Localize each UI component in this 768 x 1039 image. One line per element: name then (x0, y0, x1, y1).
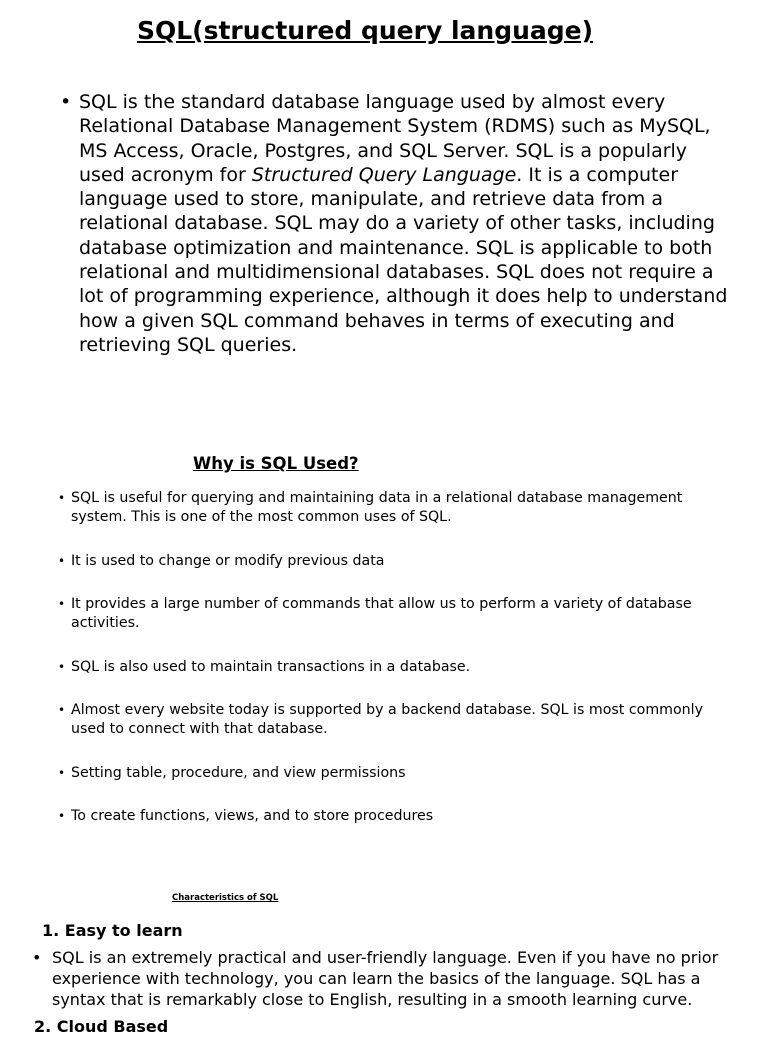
bullet-icon: • (58, 491, 66, 505)
easy-to-learn-heading: 1. Easy to learn (42, 921, 183, 940)
list-item-text: Setting table, procedure, and view permissions (71, 764, 406, 781)
why-sql-list (58, 489, 708, 851)
list-item-text: SQL is useful for querying and maintaining data in a relational database management system. This is one of the most common uses of SQL. (71, 490, 683, 525)
intro-text (79, 90, 735, 357)
list-item (58, 807, 708, 826)
intro-paragraph (60, 90, 735, 357)
intro-text-italic: Structured Query Language (251, 163, 517, 186)
list-item (58, 552, 708, 571)
bullet-icon: • (58, 765, 66, 780)
list-item (58, 658, 708, 677)
list-item-text: It is used to change or modify previous data (71, 552, 385, 569)
bullet-icon: • (58, 703, 66, 717)
list-item (58, 489, 708, 527)
bullet-icon: • (32, 948, 42, 967)
page-title: SQL(structured query language) (136, 16, 594, 45)
list-item-text: To create functions, views, and to store procedures (71, 808, 434, 824)
bullet-icon: • (58, 553, 66, 568)
bullet-icon: • (58, 597, 66, 611)
cloud-based-heading: 2. Cloud Based (34, 1017, 169, 1036)
list-item (58, 764, 708, 783)
characteristics-heading: Characteristics of SQL (172, 893, 279, 903)
list-item (58, 595, 708, 633)
easy-to-learn-text: SQL is an extremely practical and user-friendly language. Even if you have no prior experience with technology, you can learn the basics of the language. SQL has a syntax that is remarkably close to English, resulting in a smooth learning curve. (52, 948, 719, 1010)
list-item-text: It provides a large number of commands that allow us to perform a variety of database activities. (71, 596, 692, 631)
bullet-icon: • (58, 809, 66, 823)
why-sql-heading: Why is SQL Used? (193, 454, 359, 473)
intro-text-part-2: . It is a computer language used to store, manipulate, and retrieve data from a relational database. SQL may do a variety of other tasks, including database optimization and maintenance. SQL is applicable to both relational and multidimensional databases. SQL does not require a lot of programming experience, although it does help to understand how a given SQL command behaves in terms of executing and retrieving SQL queries. (79, 163, 728, 356)
bullet-icon: • (58, 659, 66, 674)
list-item (58, 701, 708, 739)
easy-to-learn-paragraph (32, 947, 722, 1011)
bullet-icon: • (60, 91, 72, 113)
list-item-text: Almost every website today is supported by a backend database. SQL is most commonly used to connect with that database. (71, 702, 703, 737)
intro-text-part-1: SQL is the standard database language used by almost every Relational Database Management System (RDMS) such as MySQL, MS Access, Oracle, Postgres, and SQL Server. SQL is a popularly used acronym for (79, 91, 711, 186)
list-item-text: SQL is also used to maintain transactions in a database. (71, 658, 471, 675)
